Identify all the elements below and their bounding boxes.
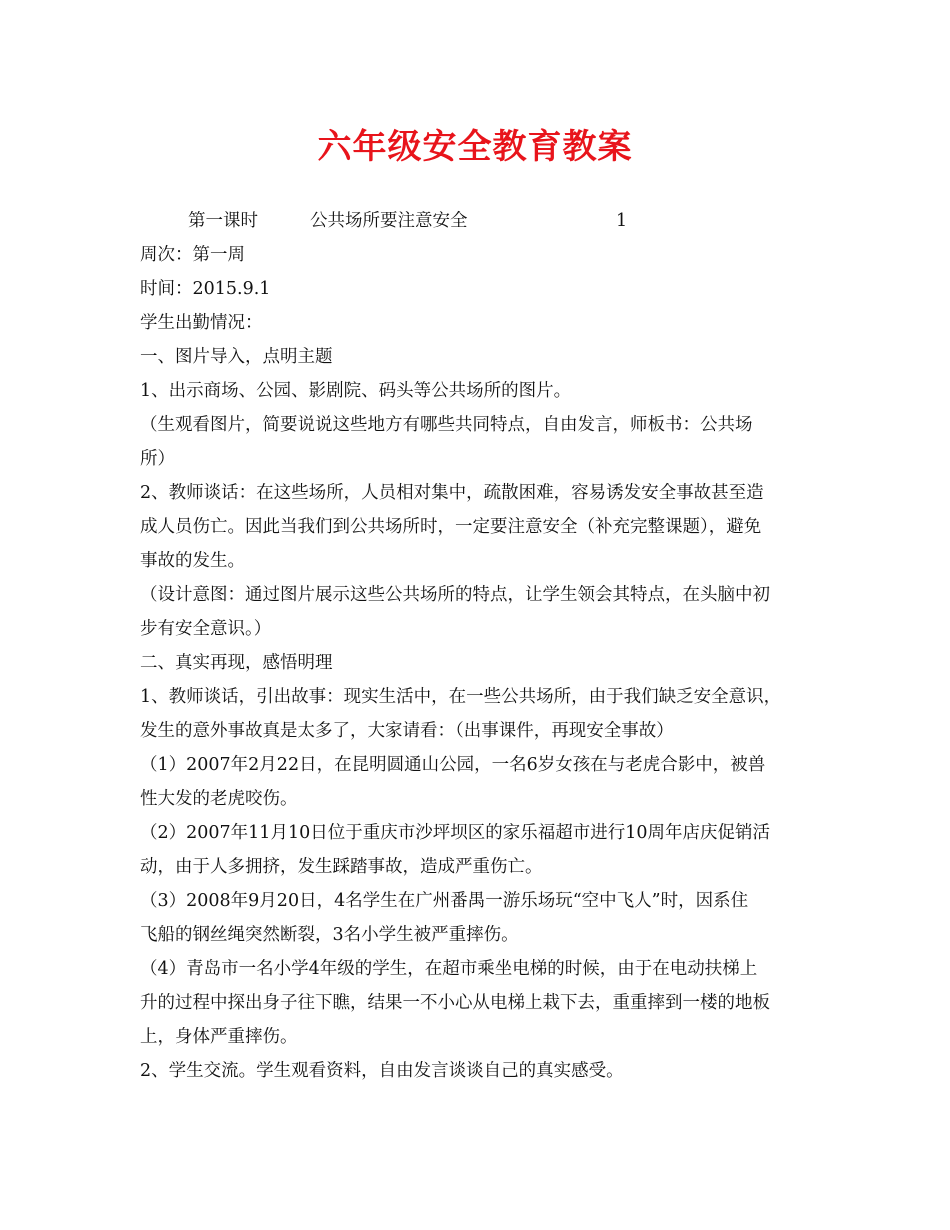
- text-line: 2、教师谈话：在这些场所，人员相对集中，疏散困难，容易诱发安全事故甚至造: [140, 483, 764, 503]
- lesson-topic: 公共场所要注意安全: [310, 211, 468, 231]
- text-line: 成人员伤亡。因此当我们到公共场所时，一定要注意安全（补充完整课题），避免: [140, 517, 762, 537]
- text-line: 飞船的钢丝绳突然断裂，3名小学生被严重摔伤。: [140, 925, 519, 945]
- text-line: 上，身体严重摔伤。: [140, 1027, 298, 1047]
- text-line: （生观看图片，简要说说这些地方有哪些共同特点，自由发言，师板书：公共场: [140, 415, 753, 435]
- text-line: 动，由于人多拥挤，发生踩踏事故，造成严重伤亡。: [140, 857, 543, 877]
- text-line: （1）2007年2月22日，在昆明圆通山公园，一名6岁女孩在与老虎合影中，被兽: [140, 755, 766, 775]
- text-line: （3）2008年9月20日，4名学生在广州番禺一游乐场玩“空中飞人”时，因系住: [140, 891, 749, 911]
- text-line: 发生的意外事故真是太多了，大家请看：（出事课件，再现安全事故）: [140, 721, 674, 741]
- lesson-number: 1: [616, 211, 628, 231]
- text-line: 事故的发生。: [140, 551, 245, 571]
- text-line: 步有安全意识。）: [140, 619, 272, 639]
- lesson-header: [140, 204, 830, 238]
- text-line: 性大发的老虎咬伤。: [140, 789, 298, 809]
- document-title: 六年级安全教育教案: [317, 127, 633, 167]
- section-heading: 一、图片导入，点明主题: [140, 347, 333, 367]
- lesson-period: 第一课时: [188, 211, 258, 231]
- text-line: （设计意图：通过图片展示这些公共场所的特点，让学生领会其特点，在头脑中初: [140, 585, 770, 605]
- text-line: 周次：第一周: [140, 245, 245, 265]
- text-line: 1、出示商场、公园、影剧院、码头等公共场所的图片。: [140, 381, 572, 401]
- section-heading: 二、真实再现，感悟明理: [140, 653, 333, 673]
- text-line: 时间：2015.9.1: [140, 279, 271, 299]
- text-line: 学生出勤情况：: [140, 313, 263, 333]
- text-line: 所）: [140, 449, 175, 469]
- text-line: 1、教师谈话，引出故事：现实生活中，在一些公共场所，由于我们缺乏安全意识，: [140, 687, 782, 707]
- text-line: 2、学生交流。学生观看资料，自由发言谈谈自己的真实感受。: [140, 1061, 624, 1081]
- document-body: [140, 204, 830, 1088]
- text-line: （2）2007年11月10日位于重庆市沙坪坝区的家乐福超市进行10周年店庆促销活: [140, 823, 770, 843]
- text-line: 升的过程中探出身子往下瞧，结果一不小心从电梯上栽下去，重重摔到一楼的地板: [140, 993, 770, 1013]
- text-line: （4）青岛市一名小学4年级的学生，在超市乘坐电梯的时候，由于在电动扶梯上: [140, 959, 758, 979]
